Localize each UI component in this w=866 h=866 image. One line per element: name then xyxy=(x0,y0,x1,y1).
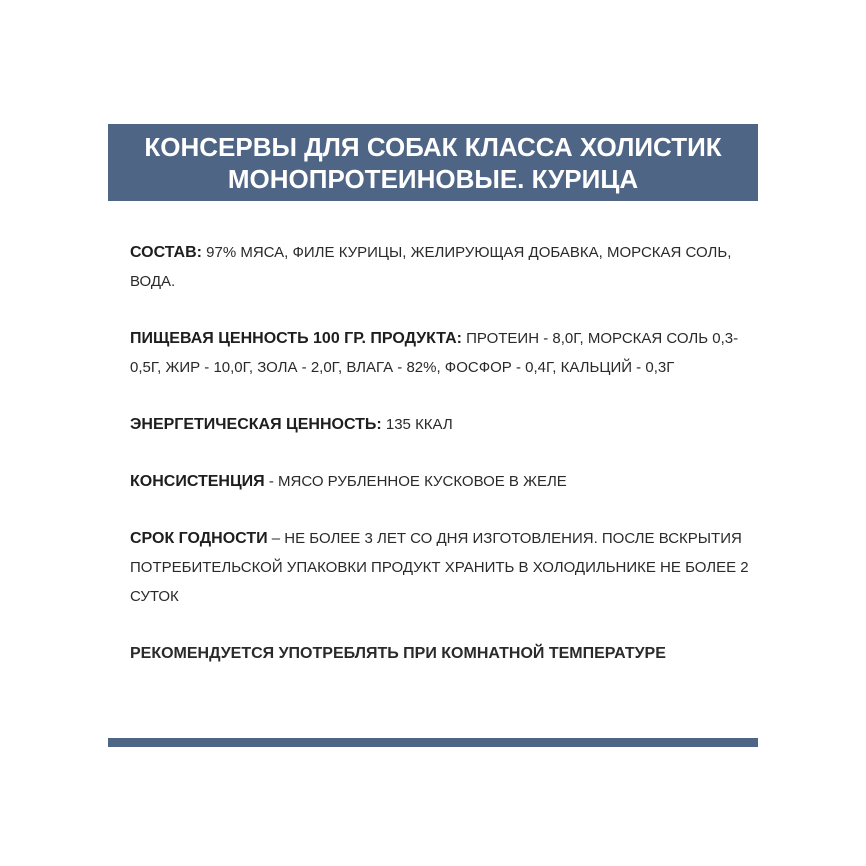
nutrition-text: ПРОТЕИН - 8,0Г, МОРСКАЯ СОЛЬ 0,3-0,5Г, ЖИР - 10,0Г, ЗОЛА - 2,0Г, ВЛАГА - 82%, ФОСФОР - 0,4Г, КАЛЬЦИЙ - 0,3Г xyxy=(130,330,739,376)
consistency-paragraph xyxy=(130,467,750,496)
consistency-text: - МЯСО РУБЛЕННОЕ КУСКОВОЕ В ЖЕЛЕ xyxy=(264,473,567,490)
energy-paragraph xyxy=(130,410,750,439)
energy-label: ЭНЕРГЕТИЧЕСКАЯ ЦЕННОСТЬ: xyxy=(130,416,382,433)
title-line-1: КОНСЕРВЫ ДЛЯ СОБАК КЛАССА ХОЛИСТИК xyxy=(144,131,722,162)
shelf-life-paragraph xyxy=(130,524,750,611)
nutrition-paragraph xyxy=(130,324,750,382)
composition-text: 97% МЯСА, ФИЛЕ КУРИЦЫ, ЖЕЛИРУЮЩАЯ ДОБАВКА, МОРСКАЯ СОЛЬ, ВОДА. xyxy=(130,244,732,290)
shelf-life-text: – НЕ БОЛЕЕ 3 ЛЕТ СО ДНЯ ИЗГОТОВЛЕНИЯ. ПОСЛЕ ВСКРЫТИЯ ПОТРЕБИТЕЛЬСКОЙ УПАКОВКИ ПРОДУКТ ХРАНИТЬ В ХОЛОДИЛЬНИКЕ НЕ БОЛЕЕ 2 СУТОК xyxy=(130,530,749,605)
consistency-label: КОНСИСТЕНЦИЯ xyxy=(130,473,265,490)
nutrition-label: ПИЩЕВАЯ ЦЕННОСТЬ 100 ГР. ПРОДУКТА: xyxy=(130,330,462,347)
recommendation-text: РЕКОМЕНДУЕТСЯ УПОТРЕБЛЯТЬ ПРИ КОМНАТНОЙ ТЕМПЕРАТУРЕ xyxy=(130,645,666,662)
title-banner xyxy=(108,124,758,201)
title-line-2: МОНОПРОТЕИНОВЫЕ. КУРИЦА xyxy=(227,163,639,194)
bottom-divider xyxy=(108,738,758,747)
composition-paragraph xyxy=(130,238,750,296)
shelf-life-label: СРОК ГОДНОСТИ xyxy=(130,530,268,547)
product-info xyxy=(130,238,750,696)
energy-text: 135 ККАЛ xyxy=(381,416,453,433)
composition-label: СОСТАВ: xyxy=(130,244,202,261)
